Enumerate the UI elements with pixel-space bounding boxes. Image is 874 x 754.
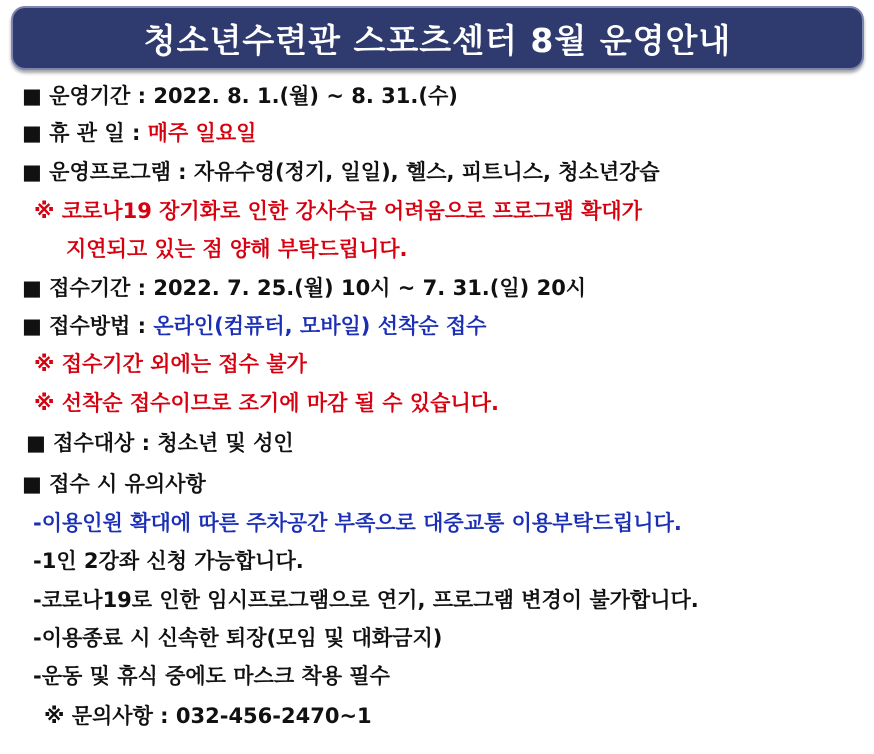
title-banner (11, 6, 864, 70)
operation-period-line (22, 81, 458, 111)
closed-day-line (22, 118, 256, 148)
caution-item: -코로나19로 인한 임시프로그램으로 연기, 프로그램 변경이 불가합니다. (33, 588, 699, 612)
instructor-notice-line-1: ※ 코로나19 장기화로 인한 강사수급 어려움으로 프로그램 확대가 (34, 199, 642, 223)
registration-target-label: ■ 접수대상 : (26, 431, 158, 455)
registration-period-value: 2022. 7. 25.(월) 10시 ~ 7. 31.(일) 20시 (153, 276, 587, 300)
registration-period-line (22, 273, 586, 303)
early-close-notice: ※ 선착순 접수이므로 조기에 마감 될 수 있습니다. (34, 391, 500, 415)
closed-day-value: 매주 일요일 (147, 121, 257, 145)
caution-item: -이용종료 시 신속한 퇴장(모임 및 대화금지) (33, 626, 443, 650)
contact-line: ※ 문의사항 : 032-456-2470~1 (44, 704, 372, 728)
registration-method-label: ■ 접수방법 : (22, 314, 154, 338)
caution-heading: ■ 접수 시 유의사항 (22, 472, 206, 496)
closed-day-label: ■ 휴 관 일 : (22, 121, 148, 145)
registration-target-line (26, 428, 294, 458)
registration-outside-period-notice: ※ 접수기간 외에는 접수 불가 (34, 352, 307, 376)
programs-value: 자유수영(정기, 일일), 헬스, 피트니스, 청소년강습 (193, 160, 660, 184)
registration-method-value: 온라인(컴퓨터, 모바일) 선착순 접수 (153, 314, 487, 338)
caution-item: -운동 및 휴식 중에도 마스크 착용 필수 (33, 664, 390, 688)
registration-period-label: ■ 접수기간 : (22, 276, 154, 300)
registration-target-value: 청소년 및 성인 (157, 431, 294, 455)
caution-item: -1인 2강좌 신청 가능합니다. (33, 549, 304, 573)
operation-period-label: ■ 운영기간 : (22, 84, 154, 108)
instructor-notice-line-2: 지연되고 있는 점 양해 부탁드립니다. (66, 237, 408, 261)
caution-item: -이용인원 확대에 따른 주차공간 부족으로 대중교통 이용부탁드립니다. (33, 511, 682, 535)
page-title: 청소년수련관 스포츠센터 8월 운영안내 (143, 20, 732, 60)
registration-method-line (22, 311, 486, 341)
programs-line (22, 157, 660, 187)
programs-label: ■ 운영프로그램 : (22, 160, 194, 184)
operation-period-value: 2022. 8. 1.(월) ~ 8. 31.(수) (153, 84, 458, 108)
